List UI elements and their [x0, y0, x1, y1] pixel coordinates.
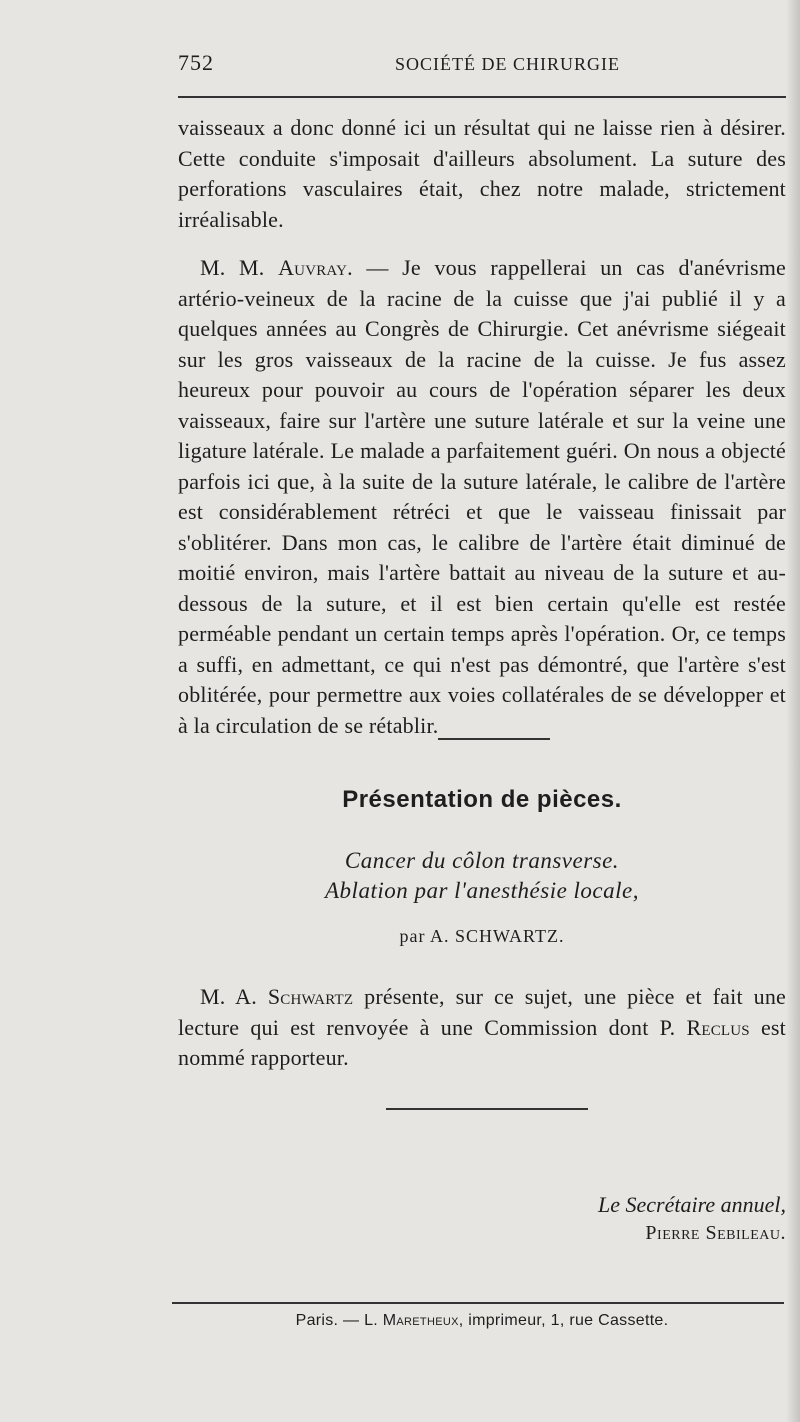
printer-imprint: [178, 1312, 786, 1330]
speaker-name: Schwartz: [267, 984, 354, 1009]
paragraph-body: . — Je vous rappellerai un cas d'anévrisme artério-veineux de la racine de la cuisse que j'ai publié il y a quelques années au Congrès de Chirurgie. Cet anévrisme siégeait sur les gros vaisseaux de la racine de la cuisse. Je fus assez heureux pour pouvoir au cours de l'opération séparer les deux vaisseaux, faire sur l'artère une suture latérale et sur la veine une ligature latérale. Le malade a parfaitement guéri. On nous a objecté parfois ici que, à la suite de la suture latérale, le calibre de l'artère est considérablement rétréci et que le vaisseau finissait par s'oblitérer. Dans mon cas, le calibre de l'artère était diminué de moitié environ, mais l'artère battait au niveau de la suture et au-dessous de la suture, et il est bien certain qu'elle est restée perméable pendant un certain temps après l'opération. Or, ce temps a suffi, en admettant, ce qui n'est pas démontré, que l'artère s'est oblitérée, pour permettre aux voies collatérales de se développer et à la circulation de se rétablir.: [178, 255, 787, 738]
paragraph-auvray-text: [178, 253, 786, 741]
paragraph-end: est nommé rapporteur.: [178, 1014, 786, 1070]
speaker-name: Auvray: [278, 255, 348, 280]
speaker-prefix: M. A.: [200, 984, 268, 1009]
signature-role: Le Secrétaire annuel,: [598, 1192, 786, 1217]
imprint-address: , imprimeur, 1, rue Cassette.: [458, 1312, 669, 1329]
imprint-city: Paris. — L.: [295, 1312, 383, 1329]
section-title: Présentation de pièces.: [342, 786, 622, 813]
paragraph-schwartz-text: [178, 982, 786, 1074]
speaker-prefix: M. M.: [200, 255, 279, 280]
header-rule: [178, 96, 786, 98]
paragraph-text: vaisseaux a donc donné ici un résultat qui ne laisse rien à désirer. Cette conduite s'imposait d'ailleurs absolument. La suture des perforations vasculaires était, chez notre malade, strictement irréalisable.: [178, 115, 786, 232]
paragraph-continuation: [178, 113, 786, 235]
byline: par A. SCHWARTZ.: [399, 926, 565, 946]
rapporteur-name: Reclus: [686, 1014, 750, 1040]
paragraph-schwartz: [178, 982, 786, 1074]
footer-rule: [172, 1302, 784, 1304]
section-subtitle-line-1: Cancer du côlon transverse.: [344, 848, 620, 873]
journal-title: SOCIÉTÉ DE CHIRURGIE: [395, 54, 620, 74]
page-edge-shadow: [786, 0, 800, 1422]
signature-name: Pierre Sebileau.: [645, 1222, 786, 1244]
page-number: 752: [178, 50, 214, 75]
imprint-printer: Maretheux: [382, 1312, 459, 1329]
paragraph-auvray: [178, 253, 786, 741]
section-subtitle-line-2: Ablation par l'anesthésie locale,: [325, 878, 639, 903]
closing-separator: [386, 1108, 588, 1110]
running-head: [0, 48, 800, 78]
paragraph-body: présente, sur ce sujet, une pièce et fait une lecture qui est renvoyée à une Commission dont P.: [178, 984, 787, 1040]
section-separator: [438, 738, 550, 740]
